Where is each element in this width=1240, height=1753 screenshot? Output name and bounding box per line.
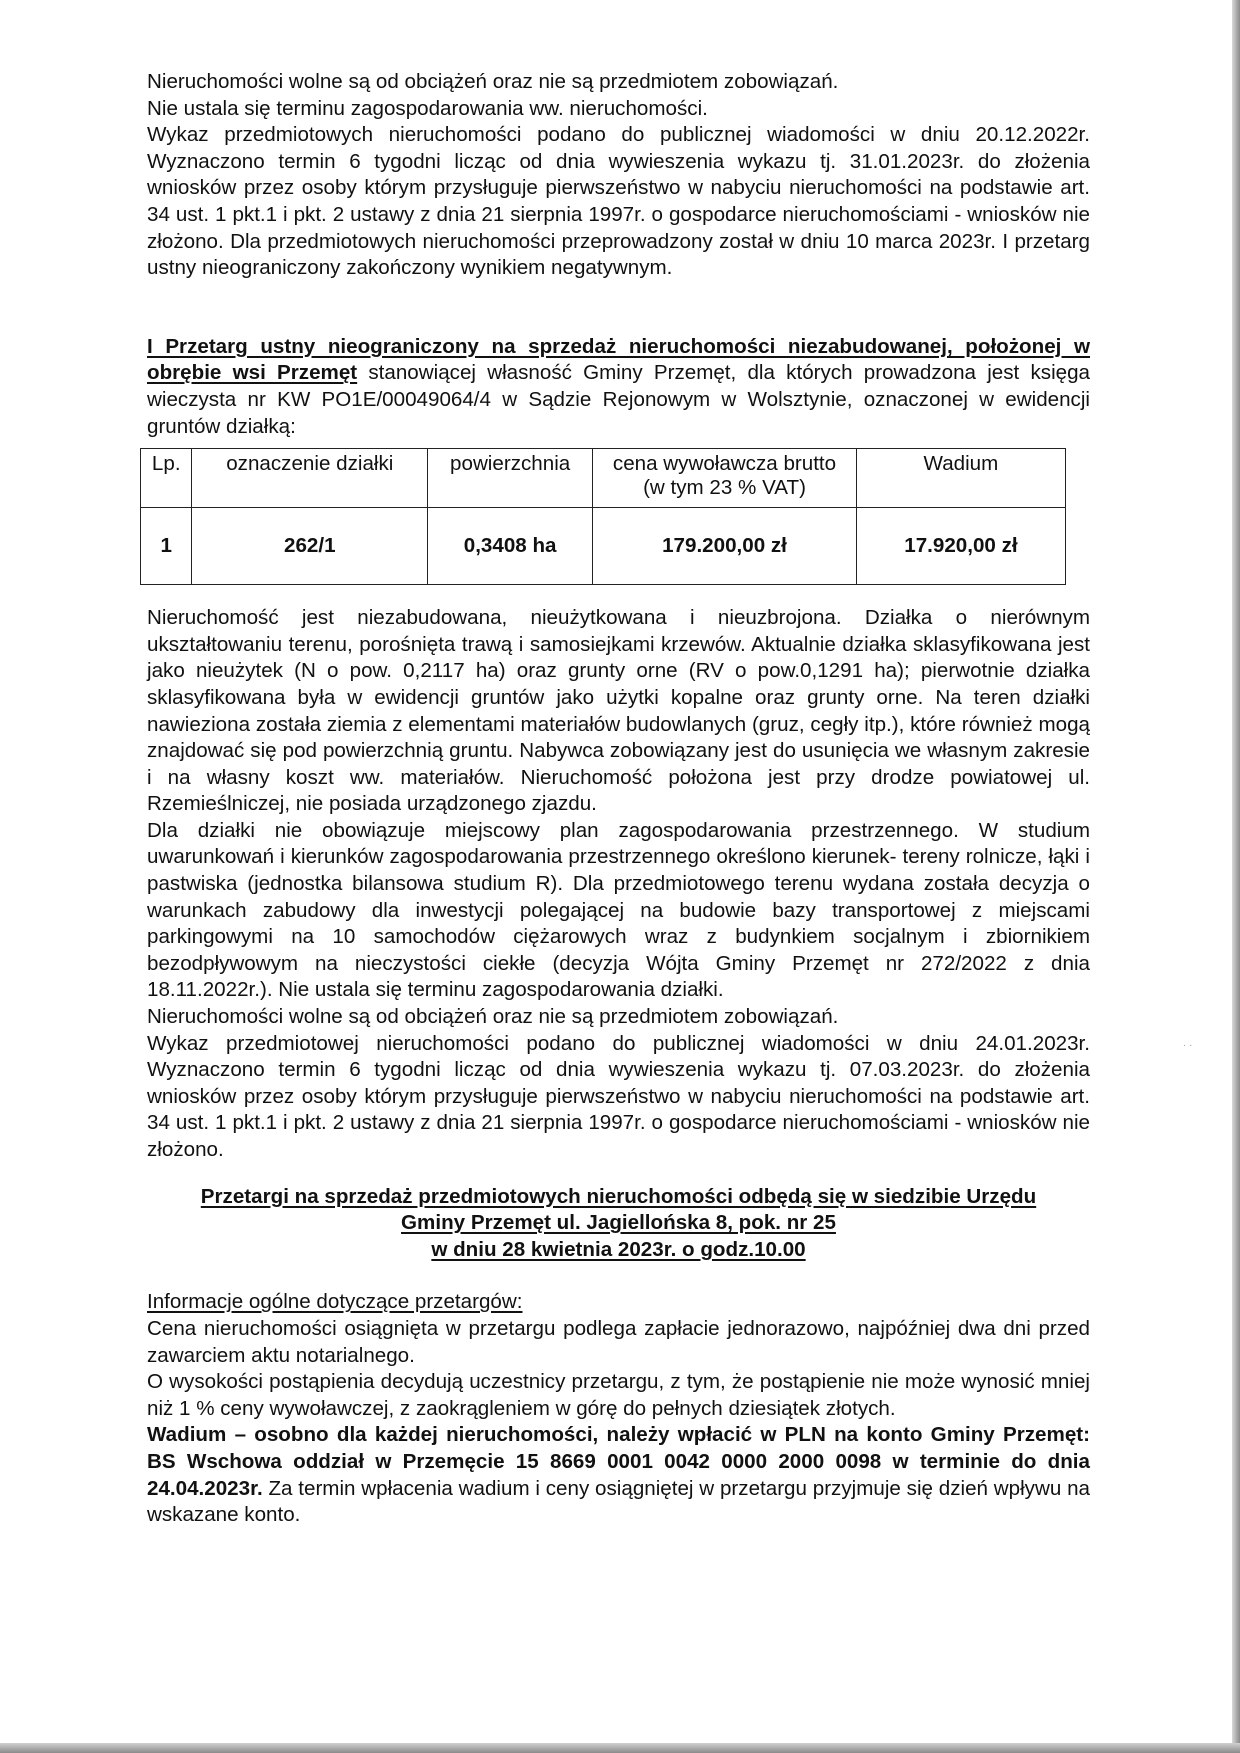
page-edge-shadow xyxy=(1232,0,1240,1753)
description-paragraph-1: Nieruchomość jest niezabudowana, nieużytkowana i nieuzbrojona. Działka o nierównym ukształtowaniu terenu, porośnięta trawą i samosiejkami krzewów. Aktualnie działka sklasyfikowana jest jako nieużytek (N o pow. 0,2117 ha) oraz grunty orne (RV o pow.0,1291 ha); pierwotnie działka sklasyfikowana była w ewidencji gruntów jako użytki kopalne oraz grunty orne. Na teren działki nawieziona została ziemia z elementami materiałów budowlanych (gruz, cegły itp.), które również mogą znajdować się pod powierzchnią gruntu. Nabywca zobowiązany jest do usunięcia we własnym zakresie i na własny koszt ww. materiałów. Nieruchomość położona jest przy drodze powiatowej ul. Rzemieślniczej, nie posiada urządzonego zjazdu. xyxy=(147,606,1090,816)
description-paragraph-2: Dla działki nie obowiązuje miejscowy plan zagospodarowania przestrzennego. W studium uwarunkowań i kierunków zagospodarowania przestrzennego określono kierunek- tereny rolnicze, łąki i pastwiska (jednostka bilansowa studium R). Dla przedmiotowego terenu wydana została decyzja o warunkach zabudowy dla inwestycji polegającej na budowie bazy transportowej z miejscami parkingowymi na 10 samochodów ciężarowych wraz z budynkiem socjalnym i zbiornikiem bezodpływowym na nieczystości ciekłe (decyzja Wójta Gminy Przemęt nr 272/2022 z dnia 18.11.2022r.). Nie ustala się terminu zagospodarowania działki. xyxy=(147,818,1090,1002)
venue-line-3: w dniu 28 kwietnia 2023r. o godz.10.00 xyxy=(431,1237,806,1261)
deposit-rest: Za termin wpłacenia wadium i ceny osiągniętej w przetargu przyjmuje się dzień wpływu na wskazane konto. xyxy=(147,1476,1090,1527)
cell-area: 0,3408 ha xyxy=(428,508,593,585)
tender-heading-rest: stanowiącej własność Gminy Przemęt, dla których prowadzona jest księga wieczysta nr KW PO1E/00049064/4 w Sądzie Rejonowym w Wolsztynie, oznaczonej w ewidencji gruntów działką: xyxy=(147,361,1091,438)
header-price-sub: (w tym 23 % VAT) xyxy=(643,476,806,500)
general-paragraph-1: Cena nieruchomości osiągnięta w przetargu podlega zapłacie jednorazowo, najpóźniej dwa dni przed zawarciem aktu notarialnego. xyxy=(147,1316,1090,1367)
tender-heading-bold: I Przetarg ustny nieograniczony na sprzedaż nieruchomości niezabudowanej, położonej w obrębie wsi Przemęt xyxy=(147,334,1090,385)
general-heading: Informacje ogólne dotyczące przetargów: xyxy=(147,1290,523,1314)
header-parcel: oznaczenie działki xyxy=(192,449,428,508)
intro-paragraph: Wykaz przedmiotowych nieruchomości podano do publicznej wiadomości w dniu 20.12.2022r. Wyznaczono termin 6 tygodni licząc od dnia wywieszenia wykazu tj. 31.01.2023r. do złożenia wniosków przez osoby którym przysługuje pierwszeństwo w nabyciu nieruchomości na podstawie art. 34 ust. 1 pkt.1 i pkt. 2 ustawy z dnia 21 sierpnia 1997r. o gospodarce nieruchomościami - wniosków nie złożono. Dla przedmiotowych nieruchomości przeprowadzony został w dniu 10 marca 2023r. I przetarg ustny nieograniczony zakończony wynikiem negatywnym. xyxy=(147,123,1090,280)
header-deposit: Wadium xyxy=(856,449,1065,508)
page-bottom-shadow xyxy=(0,1743,1240,1753)
spacer xyxy=(147,282,1090,334)
general-paragraph-2: O wysokości postąpienia decydują uczestnicy przetargu, z tym, że postąpienie nie może wynosić mniej niż 1 % ceny wywoławczej, z zaokrągleniem w górę do pełnych dziesiątek złotych. xyxy=(147,1370,1090,1420)
deposit-bold: Wadium – osobno dla każdej nieruchomości, należy wpłacić w PLN na konto Gminy Przemęt: BS Wschowa oddział w Przemęcie 15 8669 0001 0042 0000 2000 0098 w terminie do dnia 24.04.2023r. xyxy=(147,1423,1090,1500)
cell-deposit: 17.920,00 zł xyxy=(856,508,1065,585)
header-price xyxy=(593,449,857,508)
intro-line-1: Nieruchomości wolne są od obciążeń oraz nie są przedmiotem zobowiązań. xyxy=(147,70,839,93)
cell-lp: 1 xyxy=(141,508,192,585)
tender-heading xyxy=(147,334,1090,440)
description-paragraph-4: Wykaz przedmiotowej nieruchomości podano do publicznej wiadomości w dniu 24.01.2023r. Wyznaczono termin 6 tygodni licząc od dnia wywieszenia wykazu tj. 07.03.2023r. do złożenia wniosków przez osoby którym przysługuje pierwszeństwo w nabyciu nieruchomości na podstawie art. 34 ust. 1 pkt.1 i pkt. 2 ustawy z dnia 21 sierpnia 1997r. o gospodarce nieruchomościami - wniosków nie złożono. xyxy=(147,1031,1090,1161)
header-area: powierzchnia xyxy=(428,449,593,508)
header-price-main: cena wywoławcza brutto xyxy=(612,452,837,476)
description-paragraph-3: Nieruchomości wolne są od obciążeń oraz nie są przedmiotem zobowiązań. xyxy=(147,1005,839,1029)
table-row xyxy=(141,508,1066,585)
general-paragraph-3 xyxy=(147,1422,1090,1528)
intro-line-2: Nie ustala się terminu zagospodarowania ww. nieruchomości. xyxy=(147,96,708,120)
parcel-table xyxy=(140,448,1066,585)
spacer xyxy=(147,1263,1090,1289)
venue-line-2: Gminy Przemęt ul. Jagiellońska 8, pok. nr 25 xyxy=(401,1211,836,1235)
table-header-row xyxy=(141,449,1066,508)
document-body xyxy=(147,69,1090,1529)
cell-parcel: 262/1 xyxy=(192,508,428,585)
venue-line-1: Przetargi na sprzedaż przedmiotowych nieruchomości odbędą się w siedzibie Urzędu xyxy=(200,1184,1037,1208)
spacer xyxy=(147,1164,1090,1184)
scan-speck: · · xyxy=(1183,1040,1193,1051)
header-lp: Lp. xyxy=(141,449,192,508)
cell-price: 179.200,00 zł xyxy=(593,508,857,585)
